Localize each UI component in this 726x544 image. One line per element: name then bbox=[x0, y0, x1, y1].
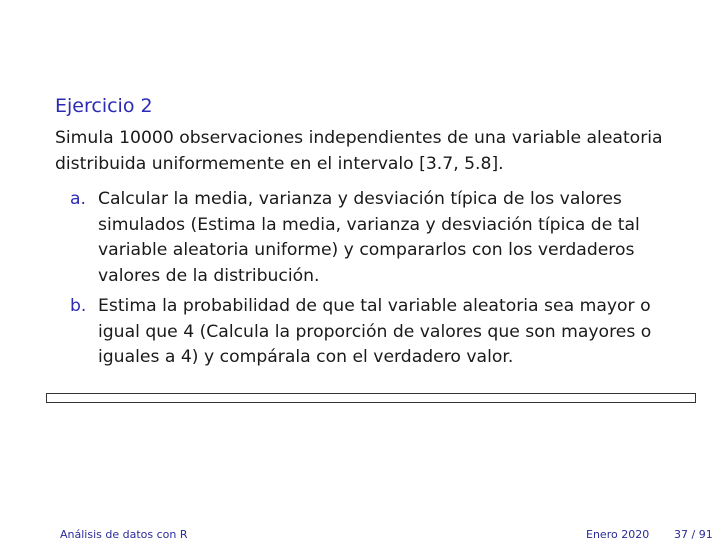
list-item-text: Calcular la media, varianza y desviación típica de los valores simulados (Estima la media, varianza y desviación típica de tal variable aleatoria uniforme) y compararlos con los verdaderos valores de la distribución. bbox=[98, 189, 640, 286]
exercise-intro-text: Simula 10000 observaciones independientes de una variable aleatoria distribuida uniformemente en el intervalo [3.7, 5.8]. bbox=[55, 128, 663, 174]
footer-date: Enero 2020 bbox=[586, 528, 650, 541]
footer-page-number: 37 / 91 bbox=[674, 528, 713, 541]
exercise-title: Ejercicio 2 bbox=[55, 95, 153, 117]
list-item-text: Estima la probabilidad de que tal variable aleatoria sea mayor o igual que 4 (Calcula la proporción de valores que son mayores o iguales a 4) y compárala con el verdadero valor. bbox=[98, 296, 652, 367]
list-item-marker: b. bbox=[70, 296, 87, 316]
list-item-marker: a. bbox=[70, 189, 86, 209]
exercise-item-list bbox=[55, 187, 695, 376]
footer-title: Análisis de datos con R bbox=[60, 528, 188, 541]
list-item bbox=[55, 187, 695, 289]
list-item bbox=[55, 294, 695, 371]
answer-box bbox=[46, 393, 696, 403]
